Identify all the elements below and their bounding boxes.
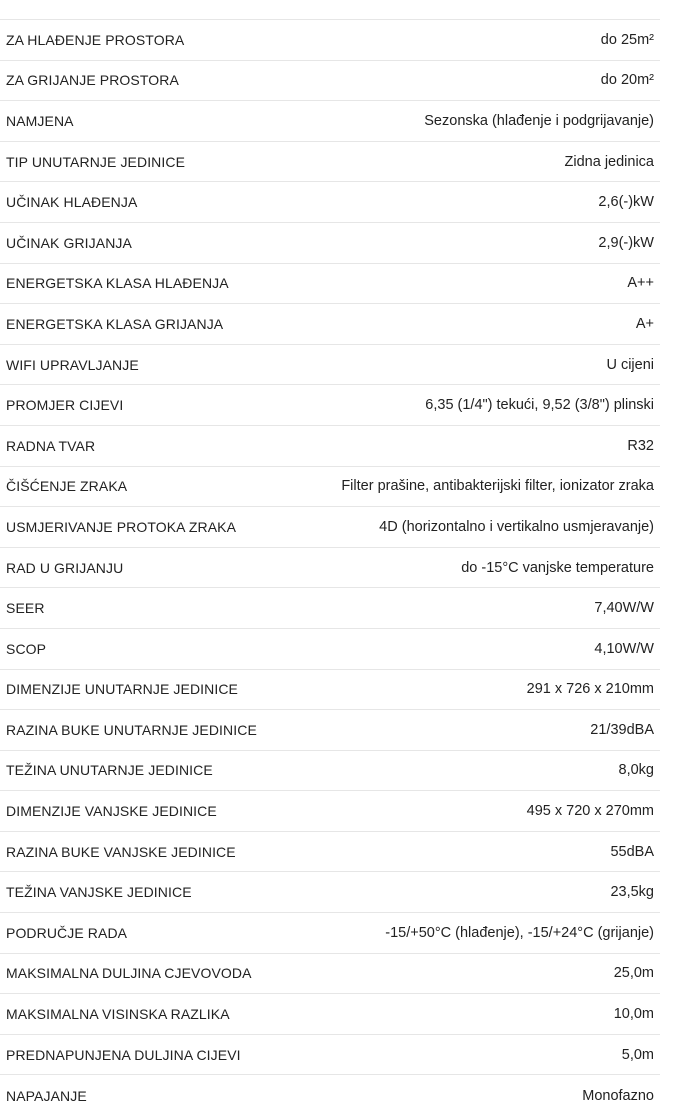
spec-value: 8,0kg xyxy=(618,762,654,779)
spec-value: 25,0m xyxy=(613,965,654,982)
spec-label: DIMENZIJE UNUTARNJE JEDINICE xyxy=(6,681,238,698)
spec-value: 4D (horizontalno i vertikalno usmjeravanje) xyxy=(379,518,654,535)
spec-row xyxy=(0,426,660,467)
spec-value: 5,0m xyxy=(621,1046,654,1063)
spec-row xyxy=(0,710,660,751)
spec-row xyxy=(0,385,660,426)
spec-row xyxy=(0,1035,660,1076)
spec-value: Filter prašine, antibakterijski filter, ionizator zraka xyxy=(341,478,654,495)
spec-row xyxy=(0,548,660,589)
spec-value: 21/39dBA xyxy=(590,721,654,738)
spec-label: SCOP xyxy=(6,640,47,657)
spec-row xyxy=(0,872,660,913)
spec-label: UČINAK GRIJANJA xyxy=(6,234,132,251)
spec-label: RADNA TVAR xyxy=(6,437,96,454)
spec-label: TEŽINA VANJSKE JEDINICE xyxy=(6,884,192,901)
spec-label: TEŽINA UNUTARNJE JEDINICE xyxy=(6,762,213,779)
spec-value: do 20m² xyxy=(600,72,654,89)
spec-row xyxy=(0,994,660,1035)
spec-label: ENERGETSKA KLASA HLAĐENJA xyxy=(6,275,229,292)
spec-label: RAZINA BUKE VANJSKE JEDINICE xyxy=(6,843,236,860)
spec-value: R32 xyxy=(627,437,654,454)
spec-value: do 25m² xyxy=(600,31,654,48)
spec-label: RAZINA BUKE UNUTARNJE JEDINICE xyxy=(6,721,257,738)
spec-value: 2,6(-)kW xyxy=(598,194,654,211)
spec-label: UČINAK HLAĐENJA xyxy=(6,194,138,211)
spec-label: RAD U GRIJANJU xyxy=(6,559,124,576)
spec-label: PREDNAPUNJENA DULJINA CIJEVI xyxy=(6,1046,241,1063)
spec-value: 23,5kg xyxy=(610,884,654,901)
spec-value: 55dBA xyxy=(610,843,654,860)
spec-row xyxy=(0,101,660,142)
spec-value: 7,40W/W xyxy=(594,600,654,617)
spec-label: SEER xyxy=(6,600,45,617)
spec-row xyxy=(0,832,660,873)
spec-row xyxy=(0,304,660,345)
spec-label: ZA GRIJANJE PROSTORA xyxy=(6,72,179,89)
spec-label: ENERGETSKA KLASA GRIJANJA xyxy=(6,315,224,332)
spec-value: Zidna jedinica xyxy=(564,153,654,170)
spec-label: MAKSIMALNA DULJINA CJEVOVODA xyxy=(6,965,252,982)
spec-row xyxy=(0,1075,660,1116)
table-top-divider xyxy=(0,0,660,20)
spec-row xyxy=(0,954,660,995)
spec-label: WIFI UPRAVLJANJE xyxy=(6,356,139,373)
spec-value: A++ xyxy=(627,275,654,292)
spec-value: do -15°C vanjske temperature xyxy=(461,559,654,576)
spec-value: -15/+50°C (hlađenje), -15/+24°C (grijanje) xyxy=(385,924,654,941)
spec-value: 495 x 720 x 270mm xyxy=(526,803,654,820)
spec-value: 4,10W/W xyxy=(594,640,654,657)
spec-label: PROMJER CIJEVI xyxy=(6,397,124,414)
spec-label: ČIŠĆENJE ZRAKA xyxy=(6,478,128,495)
spec-row xyxy=(0,467,660,508)
spec-label: NAMJENA xyxy=(6,112,74,129)
spec-label: MAKSIMALNA VISINSKA RAZLIKA xyxy=(6,1006,230,1023)
spec-row xyxy=(0,751,660,792)
spec-row xyxy=(0,791,660,832)
spec-row xyxy=(0,913,660,954)
spec-row xyxy=(0,345,660,386)
spec-label: DIMENZIJE VANJSKE JEDINICE xyxy=(6,803,217,820)
spec-row xyxy=(0,629,660,670)
spec-row xyxy=(0,588,660,629)
spec-value: 6,35 (1/4") tekući, 9,52 (3/8") plinski xyxy=(425,397,654,414)
spec-value: 291 x 726 x 210mm xyxy=(526,681,654,698)
spec-value: 2,9(-)kW xyxy=(598,234,654,251)
spec-row xyxy=(0,61,660,102)
spec-row xyxy=(0,223,660,264)
spec-row xyxy=(0,142,660,183)
spec-label: TIP UNUTARNJE JEDINICE xyxy=(6,153,186,170)
spec-value: 10,0m xyxy=(613,1006,654,1023)
spec-label: USMJERIVANJE PROTOKA ZRAKA xyxy=(6,518,237,535)
spec-value: A+ xyxy=(635,315,654,332)
spec-label: PODRUČJE RADA xyxy=(6,924,128,941)
spec-row xyxy=(0,507,660,548)
spec-row xyxy=(0,264,660,305)
spec-label: ZA HLAĐENJE PROSTORA xyxy=(6,31,185,48)
spec-label: NAPAJANJE xyxy=(6,1087,87,1104)
spec-rows xyxy=(0,20,660,1116)
spec-value: U cijeni xyxy=(606,356,654,373)
spec-row xyxy=(0,20,660,61)
spec-value: Monofazno xyxy=(582,1087,654,1104)
spec-row xyxy=(0,182,660,223)
spec-value: Sezonska (hlađenje i podgrijavanje) xyxy=(424,112,654,129)
spec-row xyxy=(0,670,660,711)
